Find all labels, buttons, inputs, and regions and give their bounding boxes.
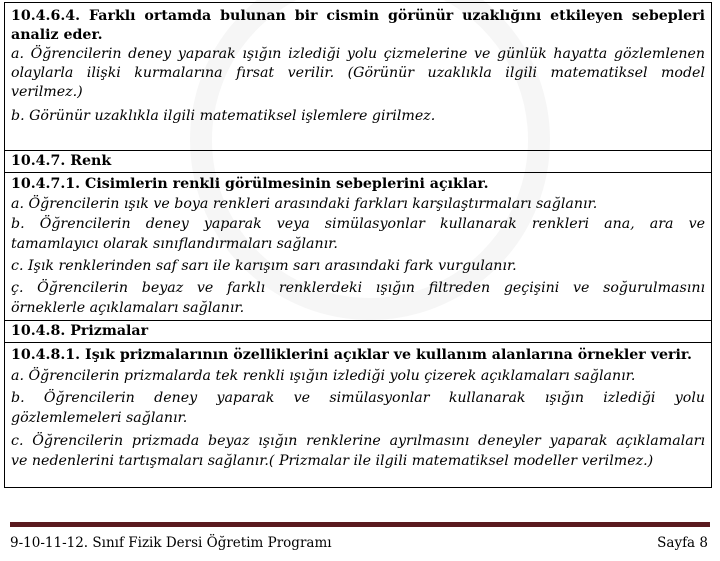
outcome-heading: 10.4.6.4. Farklı ortamda bulunan bir cismin görünür uzaklığını etkileyen sebepleri bbox=[11, 8, 705, 24]
outcome-heading-cont: analiz eder. bbox=[11, 27, 103, 43]
explanation-a-cont: olaylarla ilişki kurmalarına fırsat verilir. (Görünür uzaklıkla ilgili matematiksel model bbox=[11, 65, 705, 81]
explanation-c: c. Işık renklerinden saf sarı ile karışım sarı arasındaki fark vurgulanır. bbox=[11, 258, 517, 274]
explanation-b-cont: tamamlayıcı olarak sınıflandırmaları sağlanır. bbox=[11, 236, 338, 252]
explanation-b-cont: gözlemlemeleri sağlanır. bbox=[11, 410, 188, 426]
subsection-title: 10.4.8. Prizmalar bbox=[11, 323, 149, 339]
explanation-a: a. Öğrencilerin prizmalarda tek renkli ışığın izlediği yolu çizerek açıklamaları sağlanır. bbox=[11, 368, 636, 384]
explanation-b: b. Öğrencilerin deney yaparak ve simülasyonlar kullanarak ışığın izlediği yolu bbox=[11, 390, 705, 406]
outcome-heading: 10.4.8.1. Işık prizmalarının özelliklerini açıklar ve kullanım alanlarına örnekler verir. bbox=[11, 347, 692, 363]
row-10-4-8 bbox=[5, 320, 711, 342]
explanation-a-cont2: verilmez.) bbox=[11, 84, 83, 100]
explanation-c: c. Öğrencilerin prizmada beyaz ışığın renklerine ayrılmasını deneyler yaparak açıklamaları bbox=[11, 433, 705, 449]
row-10-4-6-4 bbox=[5, 3, 711, 150]
outcome-heading: 10.4.7.1. Cisimlerin renkli görülmesinin sebeplerini açıklar. bbox=[11, 176, 489, 192]
explanation-b: b. Görünür uzaklıkla ilgili matematiksel işlemlere girilmez. bbox=[11, 108, 436, 124]
explanation-a: a. Öğrencilerin deney yaparak ışığın izlediği yolu çizmelerine ve günlük hayatta gözlemlenen bbox=[11, 46, 705, 62]
explanation-c-cont: ve nedenlerini tartışmaları sağlanır.( Prizmalar ile ilgili matematiksel modeller verilmez.) bbox=[11, 453, 654, 469]
footer-rule bbox=[10, 522, 710, 527]
page-number: Sayfa 8 bbox=[657, 535, 708, 551]
explanation-cc-cont: örneklerle açıklamaları sağlanır. bbox=[11, 300, 245, 316]
row-10-4-8-1 bbox=[5, 342, 711, 489]
subsection-title: 10.4.7. Renk bbox=[11, 153, 112, 169]
explanation-cc: ç. Öğrencilerin beyaz ve farklı renklerdeki ışığın filtreden geçişini ve soğurulmasını bbox=[11, 280, 705, 296]
row-10-4-7-1 bbox=[5, 172, 711, 320]
outcomes-table bbox=[4, 2, 712, 488]
footer-title: 9-10-11-12. Sınıf Fizik Dersi Öğretim Programı bbox=[10, 535, 332, 551]
row-10-4-7 bbox=[5, 150, 711, 172]
explanation-b: b. Öğrencilerin deney yaparak veya simülasyonlar kullanarak renkleri ana, ara ve bbox=[11, 216, 705, 232]
explanation-a: a. Öğrencilerin ışık ve boya renkleri arasındaki farkları karşılaştırmaları sağlanır. bbox=[11, 196, 598, 212]
